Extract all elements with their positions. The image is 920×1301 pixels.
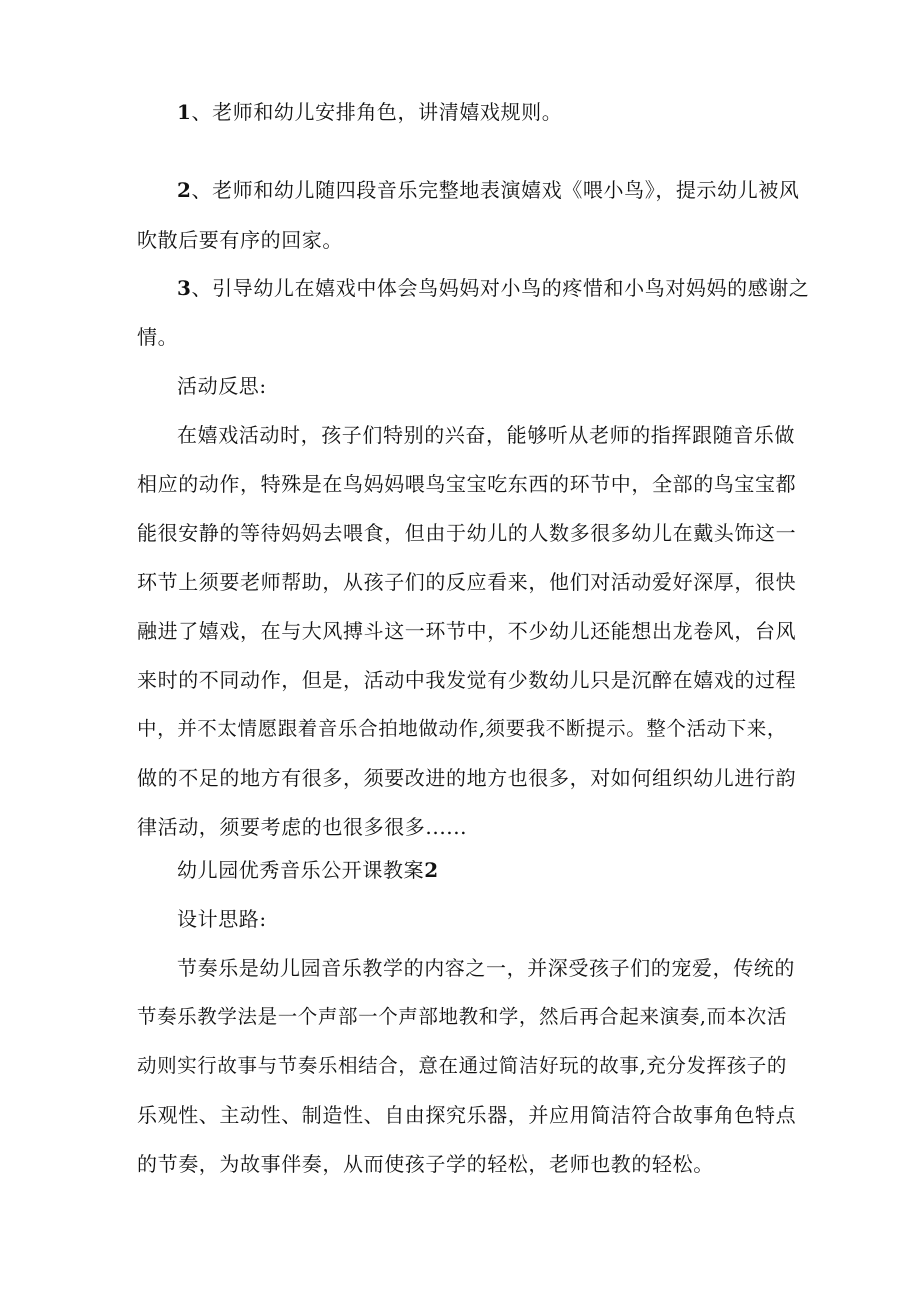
- reflection-line: 相应的动作，特殊是在鸟妈妈喂鸟宝宝吃东西的环节中，全部的鸟宝宝都: [137, 472, 797, 496]
- reflection-line: 在嬉戏活动时，孩子们特别的兴奋，能够听从老师的指挥跟随音乐做: [177, 423, 795, 447]
- reflection-line: 做的不足的地方有很多，须要改进的地方也很多，对如何组织幼儿进行韵: [137, 766, 797, 790]
- step-text: 、老师和幼儿随四段音乐完整地表演嬉戏《喂小鸟》，提示幼儿被风: [191, 178, 800, 202]
- design-heading: 设计思路:: [177, 907, 267, 931]
- design-line: 节奏乐是幼儿园音乐教学的内容之一，并深受孩子们的宠爱，传统的: [177, 956, 795, 980]
- lesson-title-text: 幼儿园优秀音乐公开课教案: [177, 858, 425, 882]
- step-number: 2: [177, 178, 192, 202]
- reflection-line: 环节上须要老师帮助，从孩子们的反应看来，他们对活动爱好深厚，很快: [137, 570, 797, 594]
- reflection-line: 来时的不同动作，但是，活动中我发觉有少数幼儿只是沉醉在嬉戏的过程: [137, 668, 797, 692]
- step-2-continuation: 吹散后要有序的回家。: [137, 228, 343, 252]
- design-line: 的节奏，为故事伴奏，从而使孩子学的轻松，老师也教的轻松。: [137, 1152, 714, 1176]
- reflection-heading: 活动反思:: [177, 374, 267, 398]
- step-number: 3: [177, 276, 192, 300]
- design-line: 乐观性、主动性、制造性、自由探究乐器，并应用简洁符合故事角色特点: [137, 1103, 797, 1127]
- design-line: 动则实行故事与节奏乐相结合，意在通过简洁好玩的故事,充分发挥孩子的: [137, 1054, 787, 1077]
- step-number: 1: [177, 100, 192, 124]
- step-3: [177, 274, 837, 302]
- step-text: 、引导幼儿在嬉戏中体会鸟妈妈对小鸟的疼惜和小鸟对妈妈的感谢之: [191, 276, 810, 300]
- reflection-line: 能很安静的等待妈妈去喂食，但由于幼儿的人数多很多幼儿在戴头饰这一: [137, 521, 797, 545]
- lesson-number: 2: [424, 858, 439, 882]
- step-2: [177, 176, 837, 204]
- reflection-line: 律活动，须要考虑的也很多很多......: [137, 815, 468, 839]
- step-text: 、老师和幼儿安排角色，讲清嬉戏规则。: [191, 100, 563, 124]
- reflection-line: 中，并不太情愿跟着音乐合拍地做动作,须要我不断提示。整个活动下来，: [137, 717, 787, 740]
- step-1: [177, 98, 837, 126]
- lesson-title: [177, 856, 837, 884]
- reflection-line: 融进了嬉戏，在与大风搏斗这一环节中，不少幼儿还能想出龙卷风，台风: [137, 619, 797, 643]
- design-line: 节奏乐教学法是一个声部一个声部地教和学，然后再合起来演奏,而本次活: [137, 1005, 787, 1028]
- step-3-continuation: 情。: [137, 325, 179, 349]
